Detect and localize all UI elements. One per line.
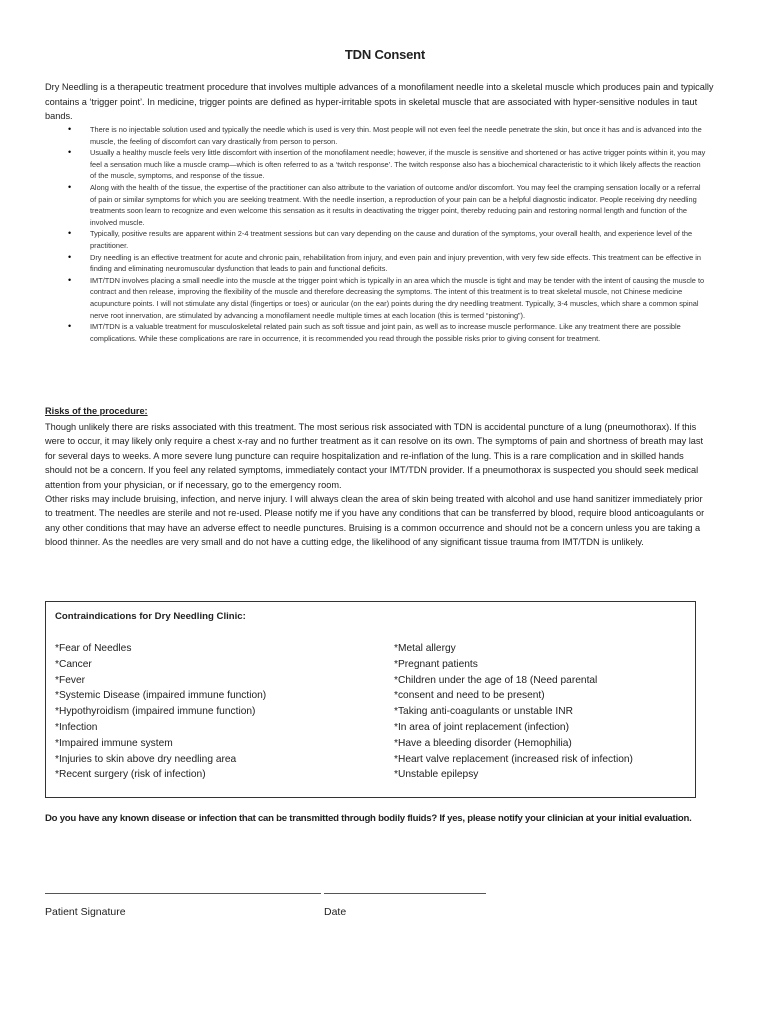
list-item: • Dry needling is an effective treatment for acute and chronic pain, rehabilitation from injury, and even pain and injury prevention, with very few side effects. This treatment can be effective in finding and eliminating neuromuscular dysfunction that leads to pain and functional deficits.	[68, 252, 708, 275]
intro-paragraph: Dry Needling is a therapeutic treatment procedure that involves multiple advances of a monofilament needle into a skeletal muscle which produces pain and typically contains a ‘trigger point’. In medicine, trigger points are defined as hyper-irritable spots in skeletal muscle that are associated with hyper-sensitive nodules in taut bands.	[45, 82, 714, 121]
list-item: *Impaired immune system	[55, 737, 173, 749]
list-item: *Fever	[55, 674, 86, 686]
risks-paragraph-lung: Though unlikely there are risks associated with this treatment. The most serious risk associated with TDN is accidental puncture of a lung (pneumothorax). If this were to occur, it may likely only require a chest x-ray and no further treatment as it can resolve on its own. The symptoms of pain and shortness of breath may last for several days to weeks. A more severe lung puncture can require hospitalization and re-inflation of the lung. This is a rare complication and in skilled hands should not be a concern. If you feel any related symptoms, immediately contact your IMT/TDN provider. If a pneumothorax is suspected you should seek medical attention from your physician, or if necessary, go to the emergency room.	[45, 422, 704, 490]
list-item: *Children under the age of 18 (Need parental	[394, 674, 598, 686]
list-item: *Have a bleeding disorder (Hemophilia)	[394, 737, 572, 749]
risks-section	[45, 420, 710, 550]
list-item: *Cancer	[55, 658, 92, 670]
list-item: • IMT/TDN involves placing a small needle into the muscle at the trigger point which is typically in an area which the muscle is tight and may be tender with the intent of causing the muscle to contract and then release, improving the flexibility of the muscle and therefore decreasing the symptoms. The intent of this treatment is to treat skeletal muscle, not Chinese medicine acupuncture points. I will not stimulate any distal (fingertips or toes) or auricular (on the ear) points during the dry needling treatment. Typically, 3-4 muscles, which share a common spinal nerve root innervation, are stimulated by advancing a monofilament needle multiple times at each location (this is termed “pistoning”).	[68, 275, 708, 321]
list-item: *Injuries to skin above dry needling area	[55, 753, 237, 765]
list-item: *Pregnant patients	[394, 658, 478, 670]
contraindications-box	[45, 601, 696, 798]
list-item: *Hypothyroidism (impaired immune function)	[55, 706, 256, 718]
list-item: • There is no injectable solution used and typically the needle which is used is very thin. Most people will not even feel the needle penetrate the skin, but once it has and is advanced into the muscle, the feeling of discomfort can vary drastically from person to person.	[68, 124, 708, 147]
risks-heading: Risks of the procedure:	[45, 406, 148, 416]
list-item: *In area of joint replacement (infection)	[394, 721, 569, 733]
patient-signature-line[interactable]	[45, 893, 321, 894]
list-item: *Systemic Disease (impaired immune function)	[55, 690, 267, 702]
list-item: *Infection	[55, 721, 98, 733]
date-line[interactable]	[324, 893, 486, 894]
bodily-fluids-question: Do you have any known disease or infection that can be transmitted through bodily fluids? If yes, please notify your clinician at your initial evaluation.	[45, 813, 692, 824]
list-item: *Metal allergy	[394, 643, 456, 654]
list-item: *Recent surgery (risk of infection)	[55, 769, 206, 781]
list-item: *Unstable epilepsy	[394, 769, 479, 781]
list-item: • Typically, positive results are apparent within 2-4 treatment sessions but can vary depending on the cause and duration of the symptoms, your overall health, and experience level of the practitioner.	[68, 228, 708, 251]
list-item: *consent and need to be present)	[394, 690, 545, 702]
list-item: *Fear of Needles	[55, 643, 132, 654]
list-item: • Usually a healthy muscle feels very little discomfort with insertion of the monofilament needle; however, if the muscle is sensitive and shortened or has active trigger points within it, you may feel a sensation much like a muscle cramp—which is often referred to as a ‘twitch response’. The twitch response also has a biochemical characteristic to it which likely affects the reaction of the muscle, symptoms, and response of the tissue.	[68, 147, 708, 182]
list-item: *Taking anti-coagulants or unstable INR	[394, 706, 573, 718]
patient-signature-label: Patient Signature	[45, 906, 126, 918]
list-item: • Along with the health of the tissue, the expertise of the practitioner can also attribute to the variation of outcome and/or discomfort. You may feel the cramping sensation locally or a referral of pain or similar symptoms for which you are seeking treatment. With the needle insertion, a reproduction of your pain can be a helpful diagnostic indicator. People receiving dry needling treatments soon learn to recognize and even welcome this sensation as it results in deactivating the trigger point, thereby reducing pain and restoring normal length and function of the involved muscle.	[68, 182, 708, 228]
contraindications-title: Contraindications for Dry Needling Clinic:	[55, 611, 246, 622]
page-title: TDN Consent	[344, 47, 426, 62]
list-item: *Heart valve replacement (increased risk of infection)	[394, 753, 633, 765]
date-label: Date	[324, 906, 347, 918]
info-bullet-list	[68, 124, 708, 344]
contraindications-left-column	[55, 641, 385, 783]
list-item: • IMT/TDN is a valuable treatment for musculoskeletal related pain such as soft tissue and joint pain, as well as to increase muscle performance. Like any treatment there are possible complications. While these complications are rare in occurrence, it is recommended you read through the possible risks prior to giving consent for treatment.	[68, 321, 708, 344]
contraindications-right-column	[394, 641, 694, 783]
risks-paragraph-other: Other risks may include bruising, infection, and nerve injury. I will always clean the area of skin being treated with alcohol and use hand sanitizer immediately prior to treatment. The needles are sterile and not re-used. Please notify me if you have any conditions that can be transferred by blood, require blood anticoagulants or any other conditions that may have an adverse effect to needle punctures. Bruising is a common occurrence and should not be a concern unless you are taking a blood thinner. As the needles are very small and do not have a cutting edge, the likelihood of any significant tissue trauma from IMT/TDN is unlikely.	[45, 494, 705, 548]
